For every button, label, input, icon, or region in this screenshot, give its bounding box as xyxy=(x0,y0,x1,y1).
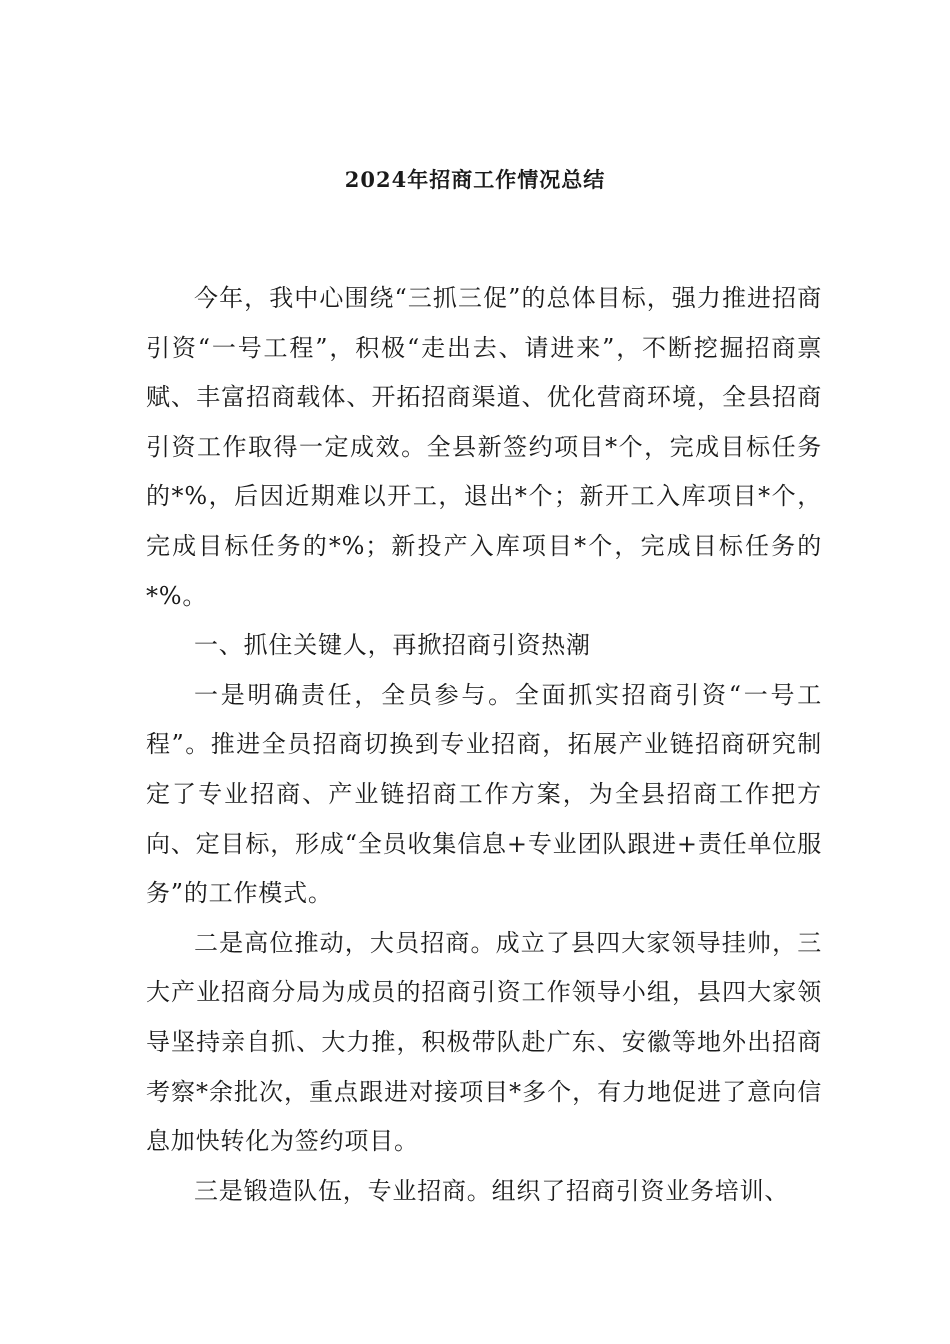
paragraph-intro: 今年，我中心围绕“三抓三促”的总体目标，强力推进招商引资“一号工程”，积极“走出去、请进来”，不断挖掘招商禀赋、丰富招商载体、开拓招商渠道、优化营商环境，全县招商引资工作取得一定成效。全县新签约项目*个，完成目标任务的*%，后因近期难以开工，退出*个；新开工入库项目*个，完成目标任务的*%；新投产入库项目*个，完成目标任务的*%。 xyxy=(146,284,822,610)
paragraph-point-1: 一是明确责任，全员参与。全面抓实招商引资“一号工程”。推进全员招商切换到专业招商，拓展产业链招商研究制定了专业招商、产业链招商工作方案，为全县招商工作把方向、定目标，形成“全员收集信息+专业团队跟进+责任单位服务”的工作模式。 xyxy=(146,680,822,908)
document-title: 2024年招商工作情况总结 xyxy=(344,167,606,192)
document-body xyxy=(146,274,822,1216)
paragraph-point-2: 二是高位推动，大员招商。成立了县四大家领导挂帅，三大产业招商分局为成员的招商引资工作领导小组，县四大家领导坚持亲自抓、大力推，积极带队赴广东、安徽等地外出招商考察*余批次，重点跟进对接项目*多个，有力地促进了意向信息加快转化为签约项目。 xyxy=(146,928,822,1156)
paragraph-point-3: 三是锻造队伍，专业招商。组织了招商引资业务培训、 xyxy=(194,1176,790,1205)
section-heading-1: 一、抓住关键人，再掀招商引资热潮 xyxy=(194,631,591,660)
